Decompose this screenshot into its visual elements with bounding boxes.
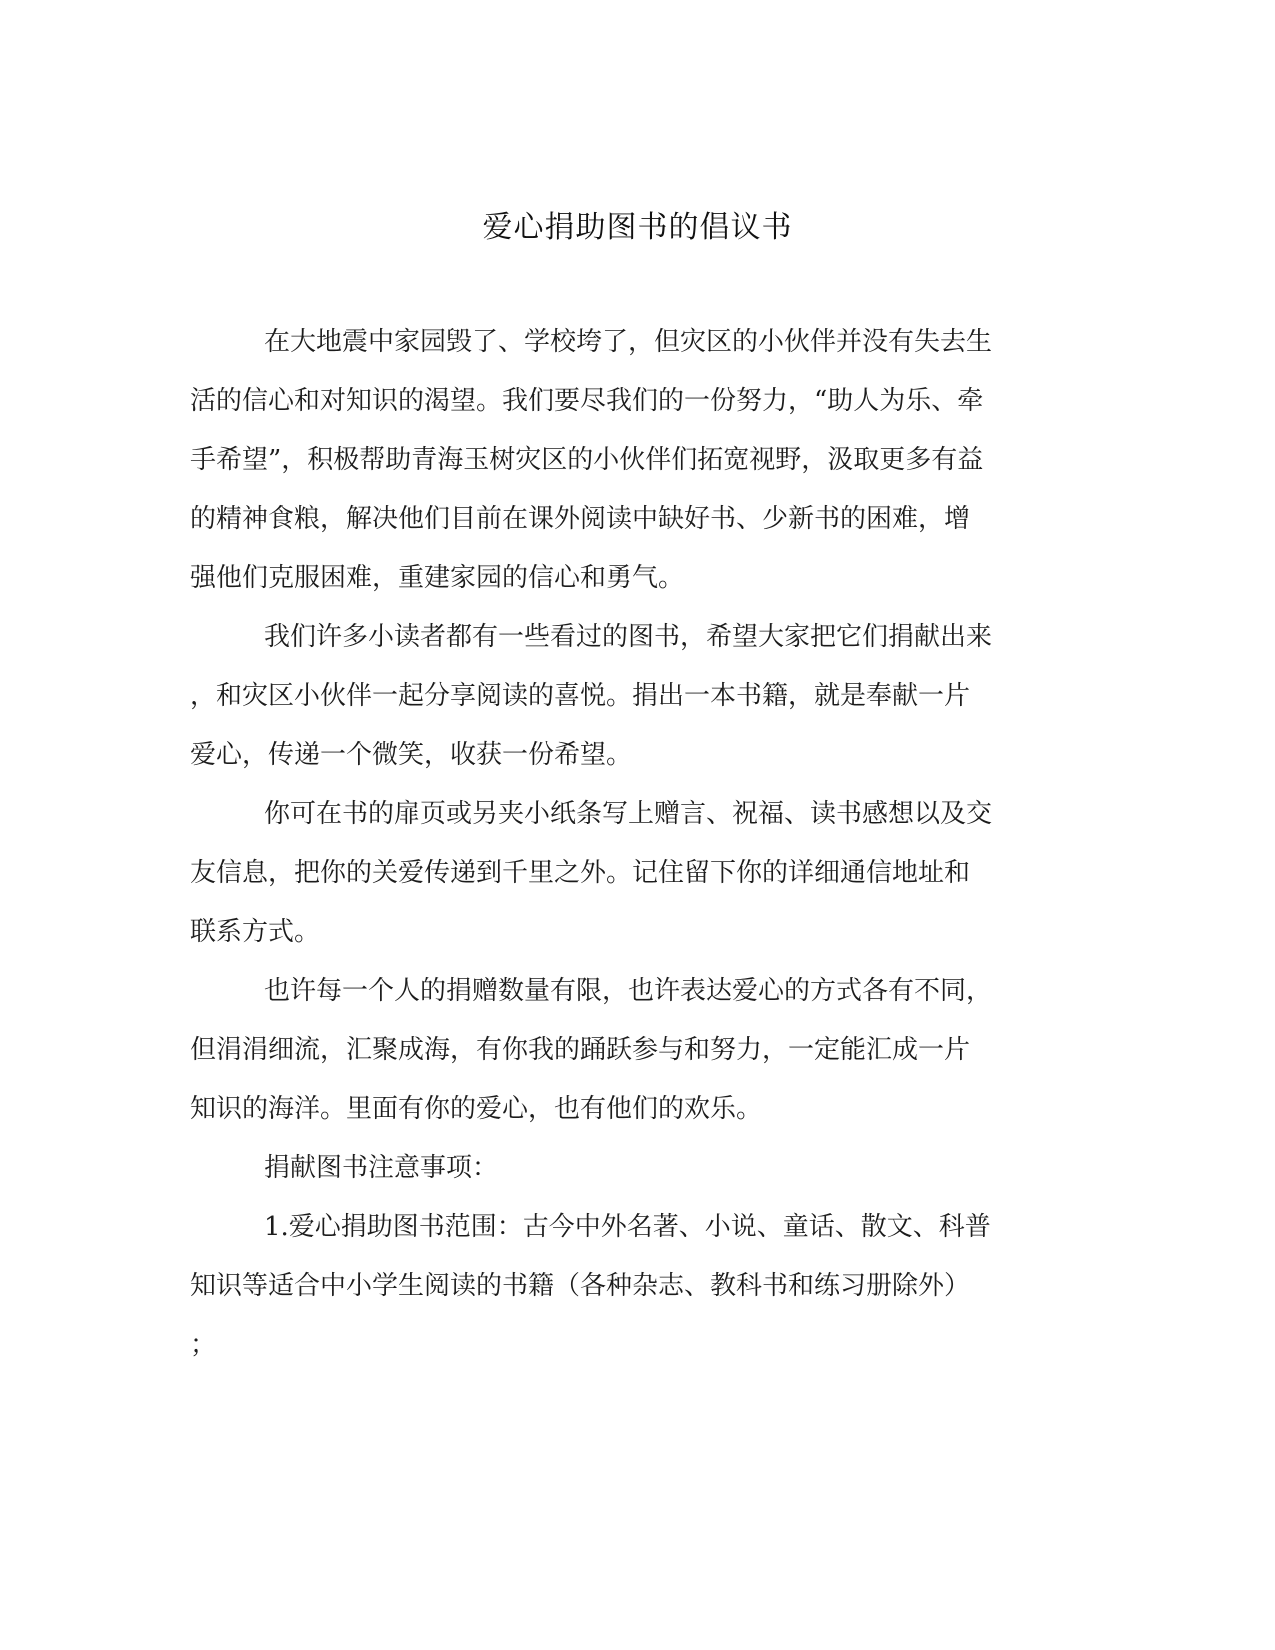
body-line: 知识的海洋。里面有你的爱心，也有他们的欢乐。 [190,1094,763,1124]
body-line: 的精神食粮，解决他们目前在课外阅读中缺好书、少新书的困难，增 [190,504,971,534]
body-line: 爱心，传递一个微笑，收获一份希望。 [190,740,633,770]
body-line: 手希望”，积极帮助青海玉树灾区的小伙伴们拓宽视野，汲取更多有益 [190,445,984,475]
body-line: 你可在书的扉页或另夹小纸条写上赠言、祝福、读书感想以及交 [264,799,993,829]
body-line: ，和灾区小伙伴一起分享阅读的喜悦。捐出一本书籍，就是奉献一片 [190,681,971,711]
body-line: 在大地震中家园毁了、学校垮了，但灾区的小伙伴并没有失去生 [264,327,993,357]
body-line: 知识等适合中小学生阅读的书籍（各种杂志、教科书和练习册除外） [190,1271,971,1301]
body-line: 我们许多小读者都有一些看过的图书，希望大家把它们捐献出来 [264,622,993,652]
list-item: 1.爱心捐助图书范围：古今中外名著、小说、童话、散文、科普 [264,1212,991,1242]
body-line: 但涓涓细流，汇聚成海，有你我的踊跃参与和努力，一定能汇成一片 [190,1035,971,1065]
body-line: 联系方式。 [190,917,321,947]
body-line: 强他们克服困难，重建家园的信心和勇气。 [190,563,685,593]
section-heading: 捐献图书注意事项： [264,1153,499,1183]
document-title: 爱心捐助图书的倡议书 [482,210,793,245]
body-line: ； [190,1330,217,1360]
body-line: 活的信心和对知识的渴望。我们要尽我们的一份努力，“助人为乐、牵 [190,386,984,416]
body-line: 友信息，把你的关爱传递到千里之外。记住留下你的详细通信地址和 [190,858,971,888]
body-line: 也许每一个人的捐赠数量有限，也许表达爱心的方式各有不同， [264,976,993,1006]
